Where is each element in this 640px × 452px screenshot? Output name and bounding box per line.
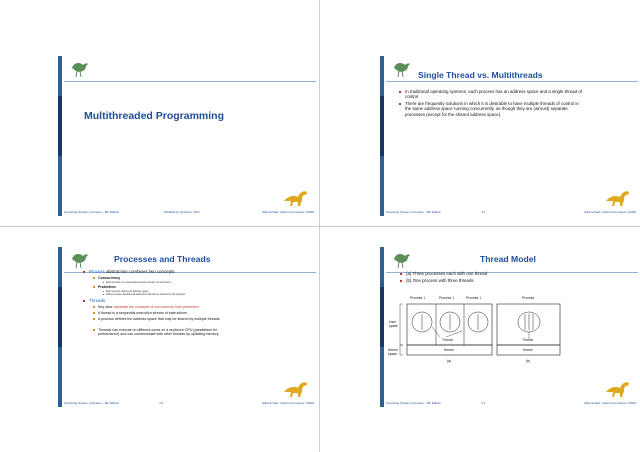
slide-footer: Operating System Concepts – 8th Edition 4.3 Silberschatz, Galvin and Gagne ©2009	[64, 401, 314, 405]
bullet-item: (b) One process with three threads	[406, 278, 576, 283]
sub-bullet: A process defines the address space that may be shared by multiple threads	[98, 317, 238, 321]
bird-logo-icon	[68, 247, 90, 269]
bird-logo-icon	[390, 247, 412, 269]
bullet-item: Process abstraction combines two concepts	[89, 269, 259, 274]
dinosaur-icon	[604, 187, 632, 207]
bullet-item: (a) Three processes each with one thread	[406, 271, 576, 276]
slide-footer: Operating System Concepts – 8th Edition Modified by @author, 2017 Silberschatz, Galvin and Gagne ©2009	[64, 210, 314, 214]
slide-4[interactable]: Thread Model (a) Three processes each with one thread (b) One process with three threads Process 1 Process 1 Process 1 Process User space Kernel space Thread Thread Kernel Kernel (a) (b) Operating System Concepts – 8th Edition 4.4 Silberschatz, Galvin and Gagne ©2009	[380, 247, 638, 407]
slide-title: Processes and Threads	[114, 254, 211, 264]
bullet-item: There are frequently solutions in which it is desirable to have multiple threads of control in the same address space running concurrently, as though they are (almost) separate processes (except for the shared address space).	[405, 101, 583, 117]
slide-3[interactable]	[58, 247, 316, 407]
slide-title: Thread Model	[480, 254, 536, 264]
bird-logo-icon	[390, 56, 412, 78]
bird-logo-icon	[68, 56, 90, 78]
slide-1[interactable]	[58, 56, 316, 216]
dinosaur-icon	[282, 187, 310, 207]
bullet-item: In traditional operating systems, each process has an address space and a single thread of control	[405, 89, 583, 100]
slide-title: Single Thread vs. Multithreads	[418, 70, 543, 80]
page-divider-horizontal	[0, 226, 640, 227]
slide-footer: Operating System Concepts – 8th Edition 4.2 Silberschatz, Galvin and Gagne ©2009	[386, 210, 636, 214]
slide-footer: Operating System Concepts – 8th Edition 4.4 Silberschatz, Galvin and Gagne ©2009	[386, 401, 636, 405]
sub-bullet: A thread is a sequential execution stream of instructions	[98, 311, 258, 315]
dinosaur-icon	[282, 378, 310, 398]
bullet-item: Threads	[89, 298, 259, 303]
slide-title: Multithreaded Programming	[84, 110, 225, 122]
tiny-bullet: Address space identifies all addresses that can be touched by the program	[106, 293, 256, 296]
tiny-bullet: Each process is a sequential execution stream of instructions	[106, 281, 256, 284]
sub-bullet: Protection	[98, 285, 258, 289]
sub-bullet: Concurrency	[98, 276, 258, 280]
sub-bullet: Key idea: separate the concepts of concurrency from protection	[98, 305, 258, 309]
tiny-bullet: Each process defines an address space	[106, 290, 256, 293]
slide-2[interactable]	[380, 56, 638, 216]
sub-bullet: Threads can execute on different cores on a multicore CPU (parallelism for performance) and can communicate with other threads by updating memory	[98, 328, 238, 337]
dinosaur-icon	[604, 378, 632, 398]
